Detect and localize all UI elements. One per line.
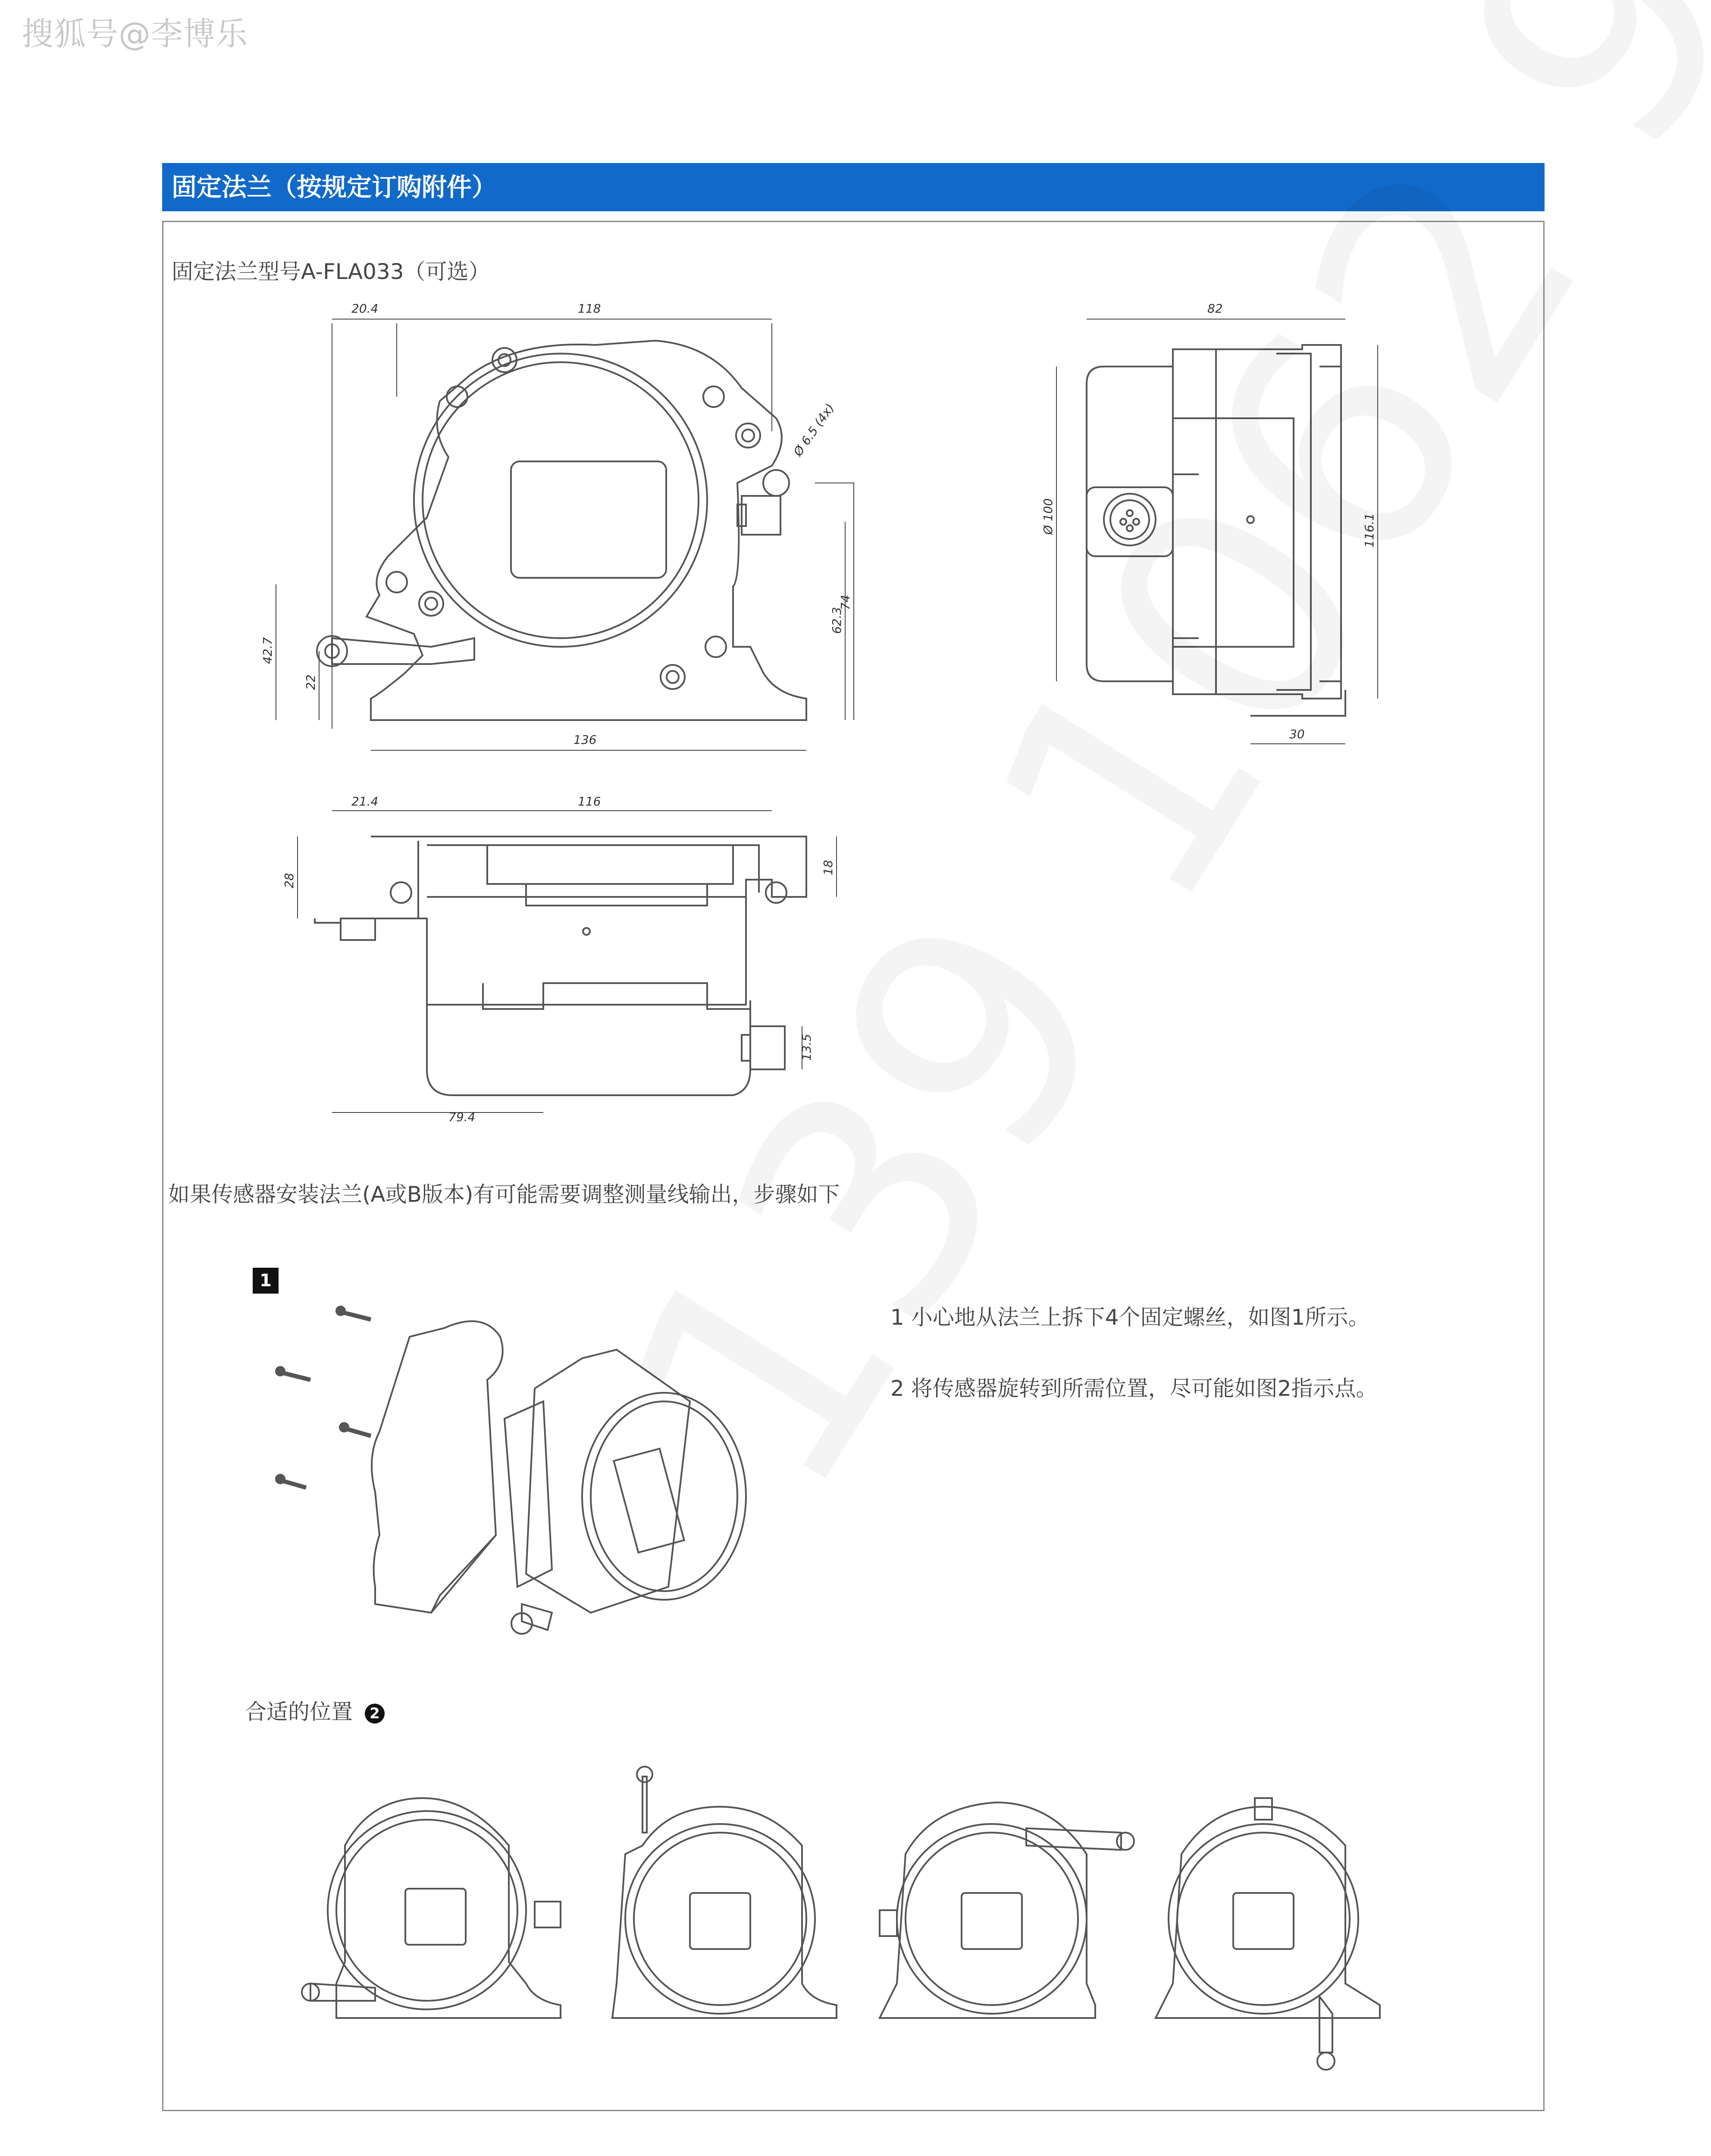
dim-62-3: 62.3 bbox=[830, 607, 844, 634]
instruction-2: 2 将传感器旋转到所需位置，尽可能如图2指示点。 bbox=[890, 1376, 1378, 1401]
dim-74: 74 bbox=[838, 595, 852, 610]
dim-20-4: 20.4 bbox=[351, 301, 379, 316]
dim-116-1: 116.1 bbox=[1362, 513, 1376, 548]
dim-82: 82 bbox=[1207, 301, 1223, 316]
dim-22: 22 bbox=[304, 674, 318, 690]
dim-42-7: 42.7 bbox=[260, 637, 275, 664]
front-view-drawing bbox=[317, 341, 806, 720]
positions-label-row bbox=[245, 1695, 385, 1726]
section-title: 固定法兰（按规定订购附件） bbox=[162, 163, 1545, 211]
dim-30: 30 bbox=[1289, 727, 1305, 741]
flange-model-label: 固定法兰型号A-FLA033（可选） bbox=[172, 259, 490, 284]
position-drawings bbox=[302, 1767, 1380, 2070]
dim-d100: Ø 100 bbox=[1041, 498, 1055, 535]
dim-79-4: 79.4 bbox=[448, 1110, 476, 1124]
watermark-text: 搜狐号@李博乐 bbox=[22, 16, 248, 53]
dim-13-5: 13.5 bbox=[799, 1034, 814, 1061]
step-2-badge: 2 bbox=[365, 1704, 385, 1724]
dim-18: 18 bbox=[821, 860, 835, 875]
positions-label: 合适的位置 bbox=[245, 1699, 353, 1724]
dim-21-4: 21.4 bbox=[351, 794, 379, 808]
dim-116: 116 bbox=[578, 794, 601, 808]
dim-136: 136 bbox=[573, 733, 597, 747]
step-1-badge: 1 bbox=[253, 1268, 279, 1294]
dim-hole: Ø 6.5 (4x) bbox=[790, 401, 837, 459]
bottom-view-drawing bbox=[315, 837, 806, 1095]
instruction-1: 1 小心地从法兰上拆下4个固定螺丝，如图1所示。 bbox=[890, 1305, 1370, 1330]
adjustment-note: 如果传感器安装法兰(A或B版本)有可能需要调整测量线输出，步骤如下 bbox=[168, 1182, 840, 1207]
dim-28: 28 bbox=[282, 873, 296, 888]
dim-118: 118 bbox=[578, 301, 601, 316]
